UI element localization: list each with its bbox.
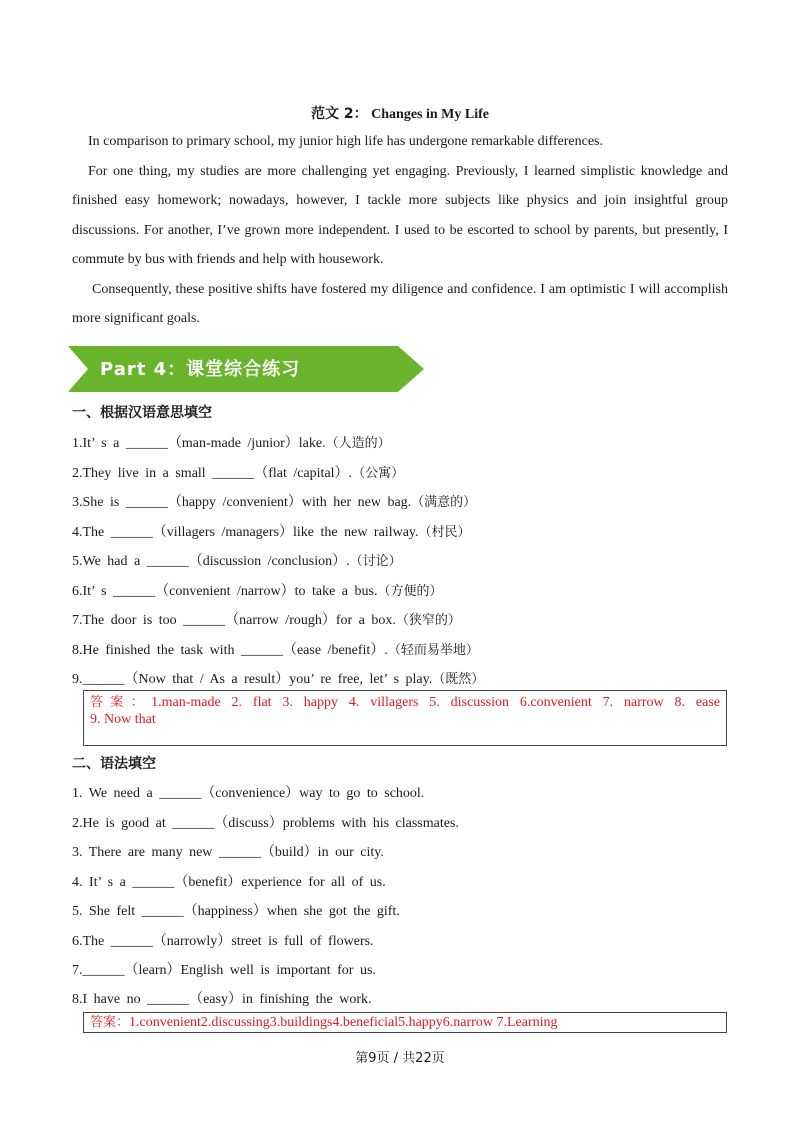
section1-answer-box — [83, 690, 727, 746]
section2-heading: 二、语法填空 — [72, 756, 156, 772]
section1-question-9: 9.______（Now that / As a result）you’ re free, let’ s play.（既然） — [72, 672, 485, 687]
essay-title — [0, 103, 800, 123]
section1-question-6: 6.It’ s ______（convenient /narrow）to take a bus.（方便的） — [72, 584, 443, 599]
section2-question-2: 2.He is good at ______（discuss）problems with his classmates. — [72, 816, 459, 831]
essay-body — [72, 127, 728, 334]
section2-question-3: 3. There are many new ______（build）in our city. — [72, 845, 384, 860]
section2-answer-text: 1.convenient2.discussing3.buildings4.beneficial5.happy6.narrow 7.Learning — [129, 1015, 558, 1030]
section2-answer-box — [83, 1012, 727, 1033]
section1-question-1: 1.It’ s a ______（man-made /junior）lake.（人造的） — [72, 436, 391, 451]
section2-question-6: 6.The ______（narrowly）street is full of flowers. — [72, 934, 374, 949]
section1-question-4: 4.The ______（villagers /managers）like the new railway.（村民） — [72, 525, 471, 540]
essay-paragraph-2: For one thing, my studies are more challenging yet engaging. Previously, I learned simplistic knowledge and finished easy homework; nowadays, however, I tackle more subjects like physics and join insightful group discussions. For another, I’ve grown more independent. I used to be escorted to school by parents, but presently, I commute by bus with friends and help with housework. — [72, 163, 728, 267]
section2-question-4: 4. It’ s a ______（benefit）experience for all of us. — [72, 875, 386, 890]
section1-question-3: 3.She is ______（happy /convenient）with her new bag.（满意的） — [72, 495, 477, 510]
essay-title-prefix: 范文 2： — [311, 106, 368, 122]
section2-question-7: 7.______（learn）English well is important for us. — [72, 963, 376, 978]
section2-question-1: 1. We need a ______（convenience）way to go to school. — [72, 786, 425, 801]
section1-heading: 一、根据汉语意思填空 — [72, 405, 212, 421]
section1-answer-line1: 答案：1.man-made 2. flat 3. happy 4. villagers 5. discussion 6.convenient 7. narrow 8. ease — [90, 695, 720, 710]
essay-title-text: Changes in My Life — [371, 107, 489, 122]
section1-question-2: 2.They live in a small ______（flat /capital）.（公寓） — [72, 466, 405, 481]
page-footer: 第9页 / 共22页 — [355, 1051, 445, 1066]
essay-paragraph-3: Consequently, these positive shifts have fostered my diligence and confidence. I am optimistic I will accomplish more significant goals. — [72, 281, 728, 326]
section1-question-7: 7.The door is too ______（narrow /rough）for a box.（狭窄的） — [72, 613, 461, 628]
section1-question-5: 5.We had a ______（discussion /conclusion）.（讨论） — [72, 554, 402, 569]
section2-answer-label: 答案： — [90, 1015, 130, 1030]
section1-answer-line2: 9. Now that — [90, 712, 156, 727]
essay-paragraph-1: In comparison to primary school, my junior high life has undergone remarkable differences. — [88, 134, 603, 149]
part-banner-label: Part 4：课堂综合练习 — [100, 359, 301, 380]
section2-question-8: 8.I have no ______（easy）in finishing the work. — [72, 992, 372, 1007]
section1-question-8: 8.He finished the task with ______（ease /benefit）.（轻而易举地） — [72, 643, 479, 658]
section2-question-5: 5. She felt ______（happiness）when she got the gift. — [72, 904, 400, 919]
